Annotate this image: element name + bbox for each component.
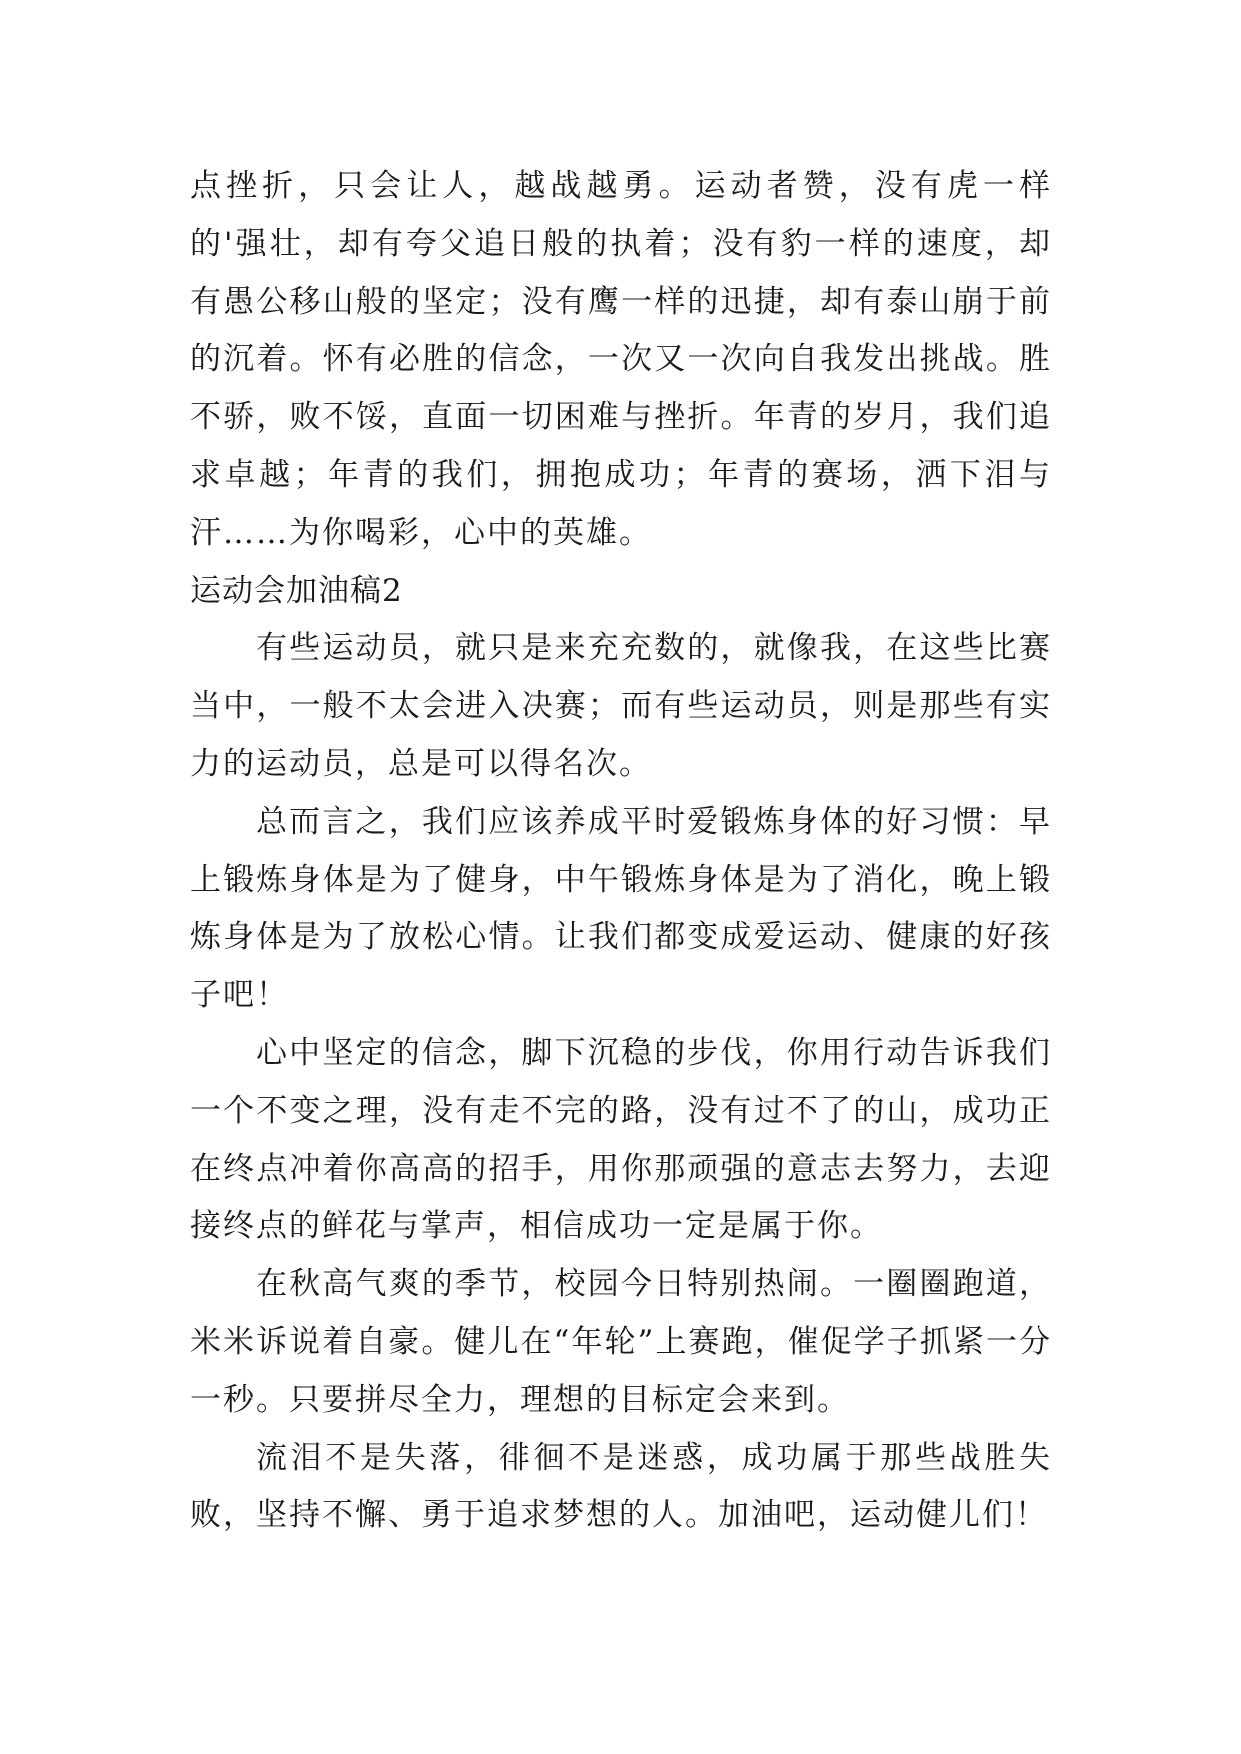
paragraph: 总而言之，我们应该养成平时爱锻炼身体的好习惯：早上锻炼身体是为了健身，中午锻炼身体是为了消化，晚上锻炼身体是为了放松心情。让我们都变成爱运动、健康的好孩子吧！ [190,803,1052,1014]
document-body [190,158,1052,1545]
section-heading: 运动会加油稿2 [190,572,403,609]
paragraph-continued: 点挫折，只会让人，越战越勇。运动者赞，没有虎一样的'强壮，却有夸父追日般的执着；没有豹一样的速度，却有愚公移山般的坚定；没有鹰一样的迅捷，却有泰山崩于前的沉着。怀有必胜的信念，一次又一次向自我发出挑战。胜不骄，败不馁，直面一切困难与挫折。年青的岁月，我们追求卓越；年青的我们，拥抱成功；年青的赛场，洒下泪与汗……为你喝彩，心中的英雄。 [190,168,1052,551]
paragraph: 心中坚定的信念，脚下沉稳的步伐，你用行动告诉我们一个不变之理，没有走不完的路，没有过不了的山，成功正在终点冲着你高高的招手，用你那顽强的意志去努力，去迎接终点的鲜花与掌声，相信成功一定是属于你。 [190,1034,1052,1245]
paragraph: 有些运动员，就只是来充充数的，就像我，在这些比赛当中，一般不太会进入决赛；而有些运动员，则是那些有实力的运动员，总是可以得名次。 [190,630,1052,782]
paragraph: 流泪不是失落，徘徊不是迷惑，成功属于那些战胜失败，坚持不懈、勇于追求梦想的人。加油吧，运动健儿们！ [190,1439,1052,1534]
paragraph: 在秋高气爽的季节，校园今日特别热闹。一圈圈跑道，米米诉说着自豪。健儿在“年轮”上赛跑，催促学子抓紧一分一秒。只要拼尽全力，理想的目标定会来到。 [190,1266,1052,1418]
